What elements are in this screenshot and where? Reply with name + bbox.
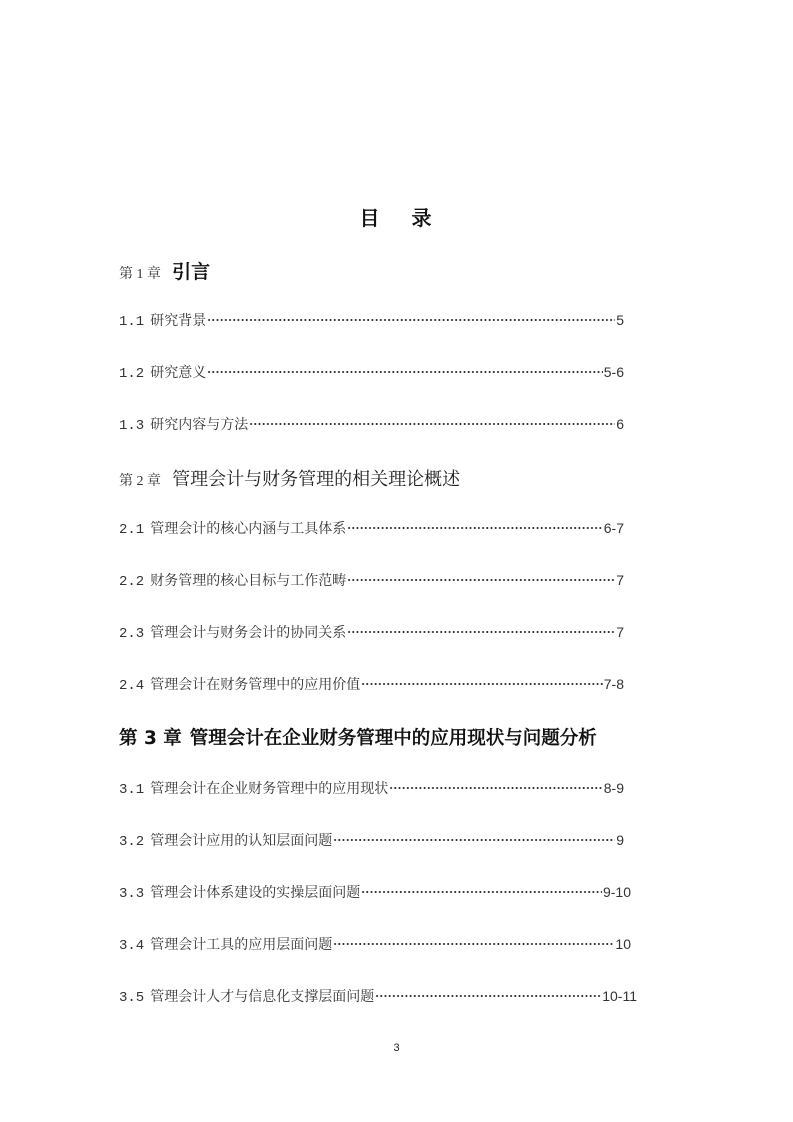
section-number: 1.2 [119,366,145,382]
section-label: 管理会计应用的认知层面问题 [150,833,333,849]
section-label: 管理会计体系建设的实操层面问题 [150,885,361,901]
dot-leader [207,370,603,374]
dot-leader [347,526,603,530]
chapter-title: 管理会计在企业财务管理中的应用现状与问题分析 [189,728,597,749]
dot-leader [389,786,603,790]
section-number: 1.1 [119,314,145,330]
toc-entry-1-1[interactable] [119,310,624,330]
toc-entry-2-2[interactable] [119,570,624,590]
section-label: 管理会计与财务会计的协同关系 [150,625,347,641]
dot-leader [375,994,601,998]
section-label: 研究背景 [150,313,207,329]
section-page: 9 [616,832,624,848]
toc-entry-3-4[interactable] [119,934,631,954]
toc-entry-2-3[interactable] [119,622,624,642]
chapter-title: 管理会计与财务管理的相关理论概述 [172,469,461,490]
section-number: 2.1 [119,522,145,538]
toc-entry-1-2[interactable] [119,362,624,382]
chapter-prefix: 第 1 章 [119,267,161,282]
toc-entry-3-5[interactable] [119,986,637,1006]
section-label: 财务管理的核心目标与工作范畴 [150,573,347,589]
section-label: 管理会计工具的应用层面问题 [150,937,333,953]
toc-chapter-3[interactable] [119,724,597,750]
dot-leader [207,318,615,322]
section-number: 2.4 [119,678,145,694]
section-label: 研究内容与方法 [150,417,249,433]
section-page: 7 [616,572,624,588]
section-label: 管理会计在财务管理中的应用价值 [150,677,361,693]
toc-entry-2-4[interactable] [119,674,624,694]
toc-entry-2-1[interactable] [119,518,624,538]
dot-leader [333,942,614,946]
section-label: 管理会计在企业财务管理中的应用现状 [150,781,389,797]
dot-leader [361,890,602,894]
dot-leader [347,630,615,634]
section-label: 管理会计人才与信息化支撑层面问题 [150,989,375,1005]
section-page: 8-9 [603,780,624,796]
section-number: 3.3 [119,886,145,902]
toc-chapter-1[interactable] [119,257,210,284]
section-page: 6-7 [603,520,624,536]
toc-title [0,202,793,231]
section-number: 3.1 [119,782,145,798]
section-page: 5 [616,312,624,328]
chapter-title: 引言 [172,261,211,283]
section-number: 1.3 [119,418,145,434]
toc-title-part2: 录 [411,206,434,230]
section-page: 10 [615,936,631,952]
section-page: 6 [616,416,624,432]
section-number: 3.4 [119,938,145,954]
section-number: 3.5 [119,990,145,1006]
section-label: 研究意义 [150,365,207,381]
section-number: 3.2 [119,834,145,850]
dot-leader [347,578,615,582]
section-page: 9-10 [602,884,631,900]
toc-entry-3-3[interactable] [119,882,631,902]
dot-leader [249,422,615,426]
page-number: 3 [393,1042,400,1054]
chapter-prefix: 第 3 章 [119,728,182,749]
section-number: 2.2 [119,574,145,590]
section-page: 7 [616,624,624,640]
section-page: 10-11 [602,988,637,1004]
toc-entry-1-3[interactable] [119,414,624,434]
section-number: 2.3 [119,626,145,642]
toc-chapter-2[interactable] [119,465,460,491]
section-label: 管理会计的核心内涵与工具体系 [150,521,347,537]
toc-entry-3-1[interactable] [119,778,624,798]
dot-leader [361,682,603,686]
chapter-prefix: 第 2 章 [119,474,161,489]
toc-title-part1: 目 [359,206,382,230]
toc-entry-3-2[interactable] [119,830,624,850]
dot-leader [333,838,615,842]
section-page: 7-8 [603,676,624,692]
section-page: 5-6 [603,364,624,380]
